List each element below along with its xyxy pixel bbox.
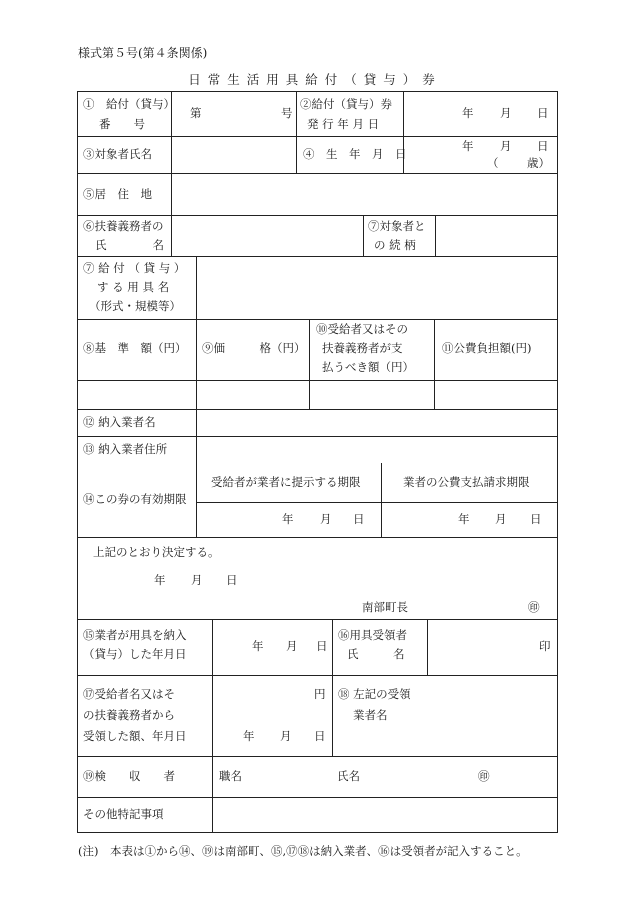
grid-line	[77, 173, 558, 174]
relationship-label: ⑦対象者と	[368, 219, 426, 233]
go-label: 号	[281, 106, 293, 120]
dai-label: 第	[190, 106, 202, 120]
voucher-number-label: 番 号	[99, 117, 145, 131]
validity-label: ⑭この券の有効期限	[83, 492, 187, 506]
delivery-date-label: ⑮業者が用具を納入	[83, 628, 187, 642]
year-label: 年	[154, 573, 166, 587]
day-label: 日	[226, 573, 238, 587]
seal-mark: 印	[539, 639, 551, 653]
received-amount-label: の扶養義務者から	[83, 708, 175, 722]
grid-line	[296, 91, 297, 173]
grid-line	[77, 832, 558, 833]
grid-line	[77, 91, 558, 92]
age-open-paren: （	[487, 156, 499, 170]
grid-line	[77, 409, 558, 410]
grid-line	[196, 502, 558, 503]
grid-line	[77, 436, 558, 437]
issue-date-label: 発 行 年 月 日	[307, 117, 380, 131]
year-label: 年	[462, 139, 474, 153]
month-label: 月	[495, 512, 507, 526]
year-label: 年	[252, 639, 264, 653]
grid-line	[196, 256, 197, 537]
inspector-label: ⑲検 収 者	[83, 769, 175, 783]
year-label: 年	[462, 106, 474, 120]
recipient-label: 氏 名	[347, 647, 405, 661]
payable-amount-label: ⑩受給者又はその	[316, 322, 408, 336]
day-label: 日	[353, 512, 365, 526]
birth-date-label: ④ 生 年 月 日	[303, 147, 407, 161]
issue-date-label: ②給付（貸与）券	[300, 97, 392, 111]
decision-text: 上記のとおり決定する。	[93, 545, 220, 559]
presentation-deadline-label: 受給者が業者に提示する期限	[211, 475, 361, 489]
address-label: ⑤居 住 地	[83, 187, 152, 201]
month-label: 月	[320, 512, 332, 526]
item-name-label: ⑦ 給 付 （ 貸 与 ）	[83, 261, 186, 275]
footnote: (注) 本表は①から⑭、⑲は南部町、⑮,⑰⑱は納入業者、⑯は受領者が記入すること。	[78, 844, 528, 858]
relationship-label: の 続 柄	[374, 238, 416, 252]
yen-label: 円	[314, 687, 326, 701]
billing-deadline-label: 業者の公費支払請求期限	[403, 475, 530, 489]
recipient-label: ⑯用具受領者	[338, 628, 407, 642]
day-label: 日	[316, 639, 328, 653]
item-name-label: （形式・規模等）	[89, 299, 181, 313]
grid-line	[363, 215, 364, 256]
day-label: 日	[314, 729, 326, 743]
receiving-vendor-label: ⑱ 左記の受領	[338, 687, 411, 701]
grid-line	[435, 215, 436, 256]
grid-line	[77, 380, 558, 381]
receiving-vendor-label: 業者名	[353, 708, 388, 722]
grid-line	[77, 756, 558, 757]
grid-line	[434, 319, 435, 409]
grid-line	[427, 619, 428, 675]
year-label: 年	[243, 729, 255, 743]
grid-line	[557, 91, 558, 833]
voucher-form-table	[77, 91, 557, 832]
grid-line	[77, 91, 78, 833]
subject-name-label: ③対象者氏名	[83, 147, 152, 161]
guardian-name-label: ⑥扶養義務者の	[83, 219, 164, 233]
name-label: 氏名	[337, 769, 360, 783]
remarks-label: その他特記事項	[83, 807, 164, 821]
year-label: 年	[458, 512, 470, 526]
guardian-name-label: 氏 名	[95, 238, 164, 252]
grid-line	[332, 619, 333, 756]
delivery-date-label: （貸与）した年月日	[83, 647, 187, 661]
mayor-label: 南部町長	[362, 600, 408, 614]
standard-amount-label: ⑧基 準 額（円）	[83, 341, 187, 355]
month-label: 月	[286, 639, 298, 653]
seal-mark: ㊞	[528, 600, 540, 614]
grid-line	[77, 319, 558, 320]
payable-amount-label: 扶養義務者が支	[322, 341, 403, 355]
grid-line	[77, 619, 558, 620]
day-label: 日	[530, 512, 542, 526]
age-label: 歳）	[527, 156, 550, 170]
job-title-label: 職名	[219, 769, 242, 783]
grid-line	[77, 256, 558, 257]
form-title: 日常生活用具給付（貸与）券	[188, 72, 442, 87]
voucher-number-label: ① 給付（貸与）	[83, 97, 175, 111]
received-amount-label: 受領した額、年月日	[83, 729, 187, 743]
year-label: 年	[282, 512, 294, 526]
grid-line	[212, 619, 213, 832]
form-number: 様式第５号(第４条関係)	[78, 46, 208, 60]
seal-mark: ㊞	[478, 769, 490, 783]
day-label: 日	[537, 139, 549, 153]
grid-line	[77, 215, 558, 216]
grid-line	[77, 675, 558, 676]
received-amount-label: ⑰受給者名又はそ	[83, 687, 175, 701]
vendor-name-label: ⑫ 納入業者名	[83, 415, 156, 429]
month-label: 月	[500, 106, 512, 120]
vendor-address-label: ⑬ 納入業者住所	[83, 442, 168, 456]
price-label: ⑨価 格（円）	[202, 341, 306, 355]
payable-amount-label: 払うべき額（円）	[322, 360, 414, 374]
month-label: 月	[500, 139, 512, 153]
grid-line	[309, 319, 310, 409]
grid-line	[77, 797, 558, 798]
grid-line	[171, 91, 172, 256]
grid-line	[77, 537, 558, 538]
month-label: 月	[280, 729, 292, 743]
grid-line	[381, 463, 382, 537]
grid-line	[77, 136, 558, 137]
day-label: 日	[537, 106, 549, 120]
public-burden-label: ⑪公費負担額(円)	[442, 341, 532, 355]
item-name-label: す る 用 具 名	[97, 280, 170, 294]
month-label: 月	[191, 573, 203, 587]
